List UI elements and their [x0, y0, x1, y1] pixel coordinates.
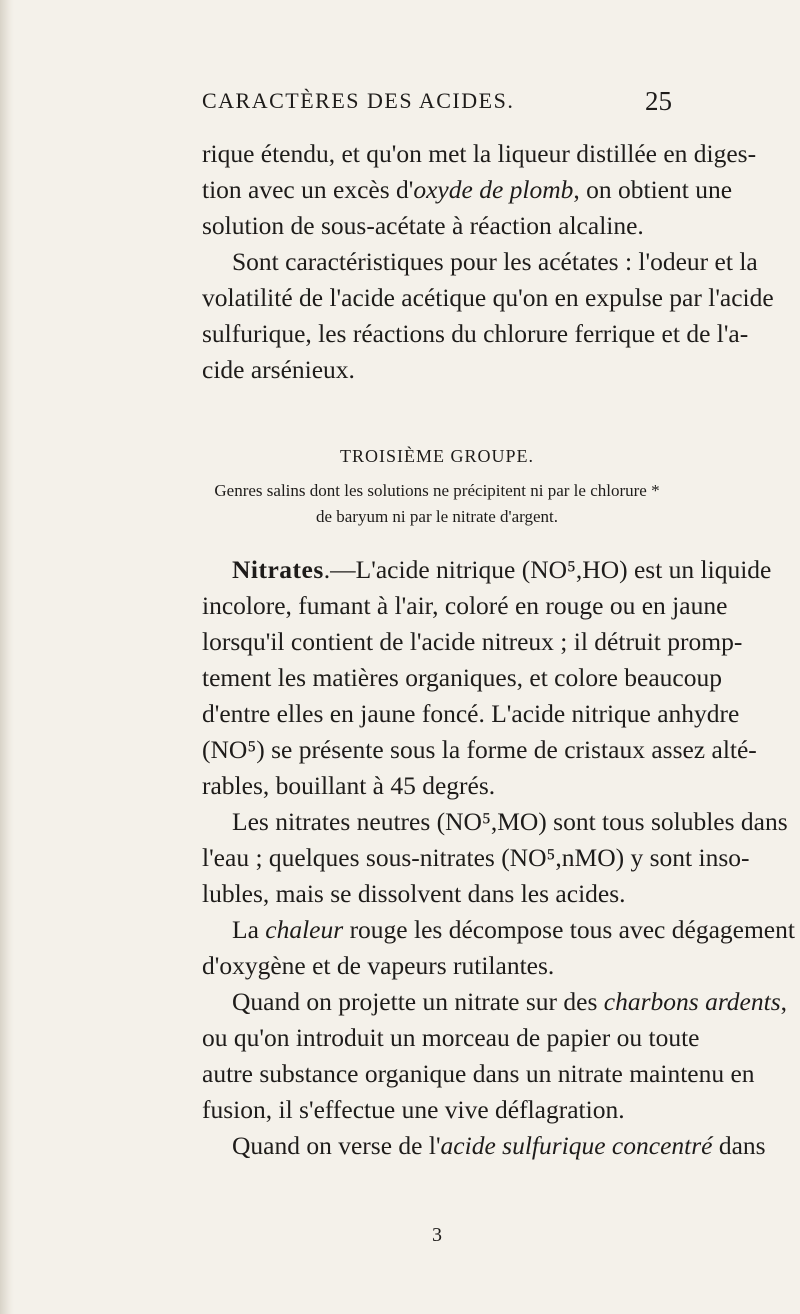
emphasis: acide sulfurique concentré: [440, 1131, 713, 1160]
text-line: tement les matières organiques, et colore beaucoup: [202, 663, 722, 692]
running-header: [202, 88, 672, 124]
text-line: fusion, il s'effectue une vive déflagration.: [202, 1095, 625, 1124]
text-line: Nitrates.—L'acide nitrique (NO⁵,HO) est un liquide: [232, 555, 772, 584]
section-title: TROISIÈME GROUPE.: [339, 446, 534, 466]
text-line: La chaleur rouge les décompose tous avec dégagement: [232, 915, 795, 944]
text-line: incolore, fumant à l'air, coloré en rouge ou en jaune: [202, 591, 728, 620]
text-line: Quand on projette un nitrate sur des charbons ardents,: [232, 987, 788, 1016]
text-line: lubles, mais se dissolvent dans les acides.: [202, 879, 626, 908]
paragraph-heading: Nitrates: [232, 555, 324, 584]
emphasis: oxyde de plomb: [413, 175, 574, 204]
text-line: sulfurique, les réactions du chlorure ferrique et de l'a-: [202, 319, 749, 348]
text-line: Quand on verse de l'acide sulfurique concentré dans: [232, 1131, 766, 1160]
text-line: d'oxygène et de vapeurs rutilantes.: [202, 951, 555, 980]
section-subtitle: Genres salins dont les solutions ne précipitent ni par le chlorure *: [214, 481, 660, 500]
text-line: lorsqu'il contient de l'acide nitreux ; il détruit promp-: [202, 627, 743, 656]
signature-mark: 3: [432, 1224, 442, 1246]
page-number: 25: [645, 86, 672, 116]
text-line: ou qu'on introduit un morceau de papier ou toute: [202, 1023, 700, 1052]
text-line: Les nitrates neutres (NO⁵,MO) sont tous solubles dans: [232, 807, 788, 836]
text-line: rique étendu, et qu'on met la liqueur distillée en diges-: [202, 139, 757, 168]
text-line: solution de sous-acétate à réaction alcaline.: [202, 211, 644, 240]
text-line: rables, bouillant à 45 degrés.: [202, 771, 496, 800]
text-line: l'eau ; quelques sous-nitrates (NO⁵,nMO) y sont inso-: [202, 843, 750, 872]
emphasis: charbons ardents: [603, 987, 781, 1016]
text-line: cide arsénieux.: [202, 355, 355, 384]
section-subtitle: de baryum ni par le nitrate d'argent.: [315, 507, 559, 526]
text-line: d'entre elles en jaune foncé. L'acide nitrique anhydre: [202, 699, 740, 728]
text-line: Sont caractéristiques pour les acétates : l'odeur et la: [232, 247, 758, 276]
text-line: tion avec un excès d'oxyde de plomb, on obtient une: [202, 175, 733, 204]
text-line: (NO⁵) se présente sous la forme de cristaux assez alté-: [202, 735, 757, 764]
emphasis: chaleur: [265, 915, 344, 944]
text-line: volatilité de l'acide acétique qu'on en expulse par l'acide: [202, 283, 774, 312]
running-title: CARACTÈRES DES ACIDES.: [202, 88, 515, 113]
text-line: autre substance organique dans un nitrate maintenu en: [202, 1059, 755, 1088]
